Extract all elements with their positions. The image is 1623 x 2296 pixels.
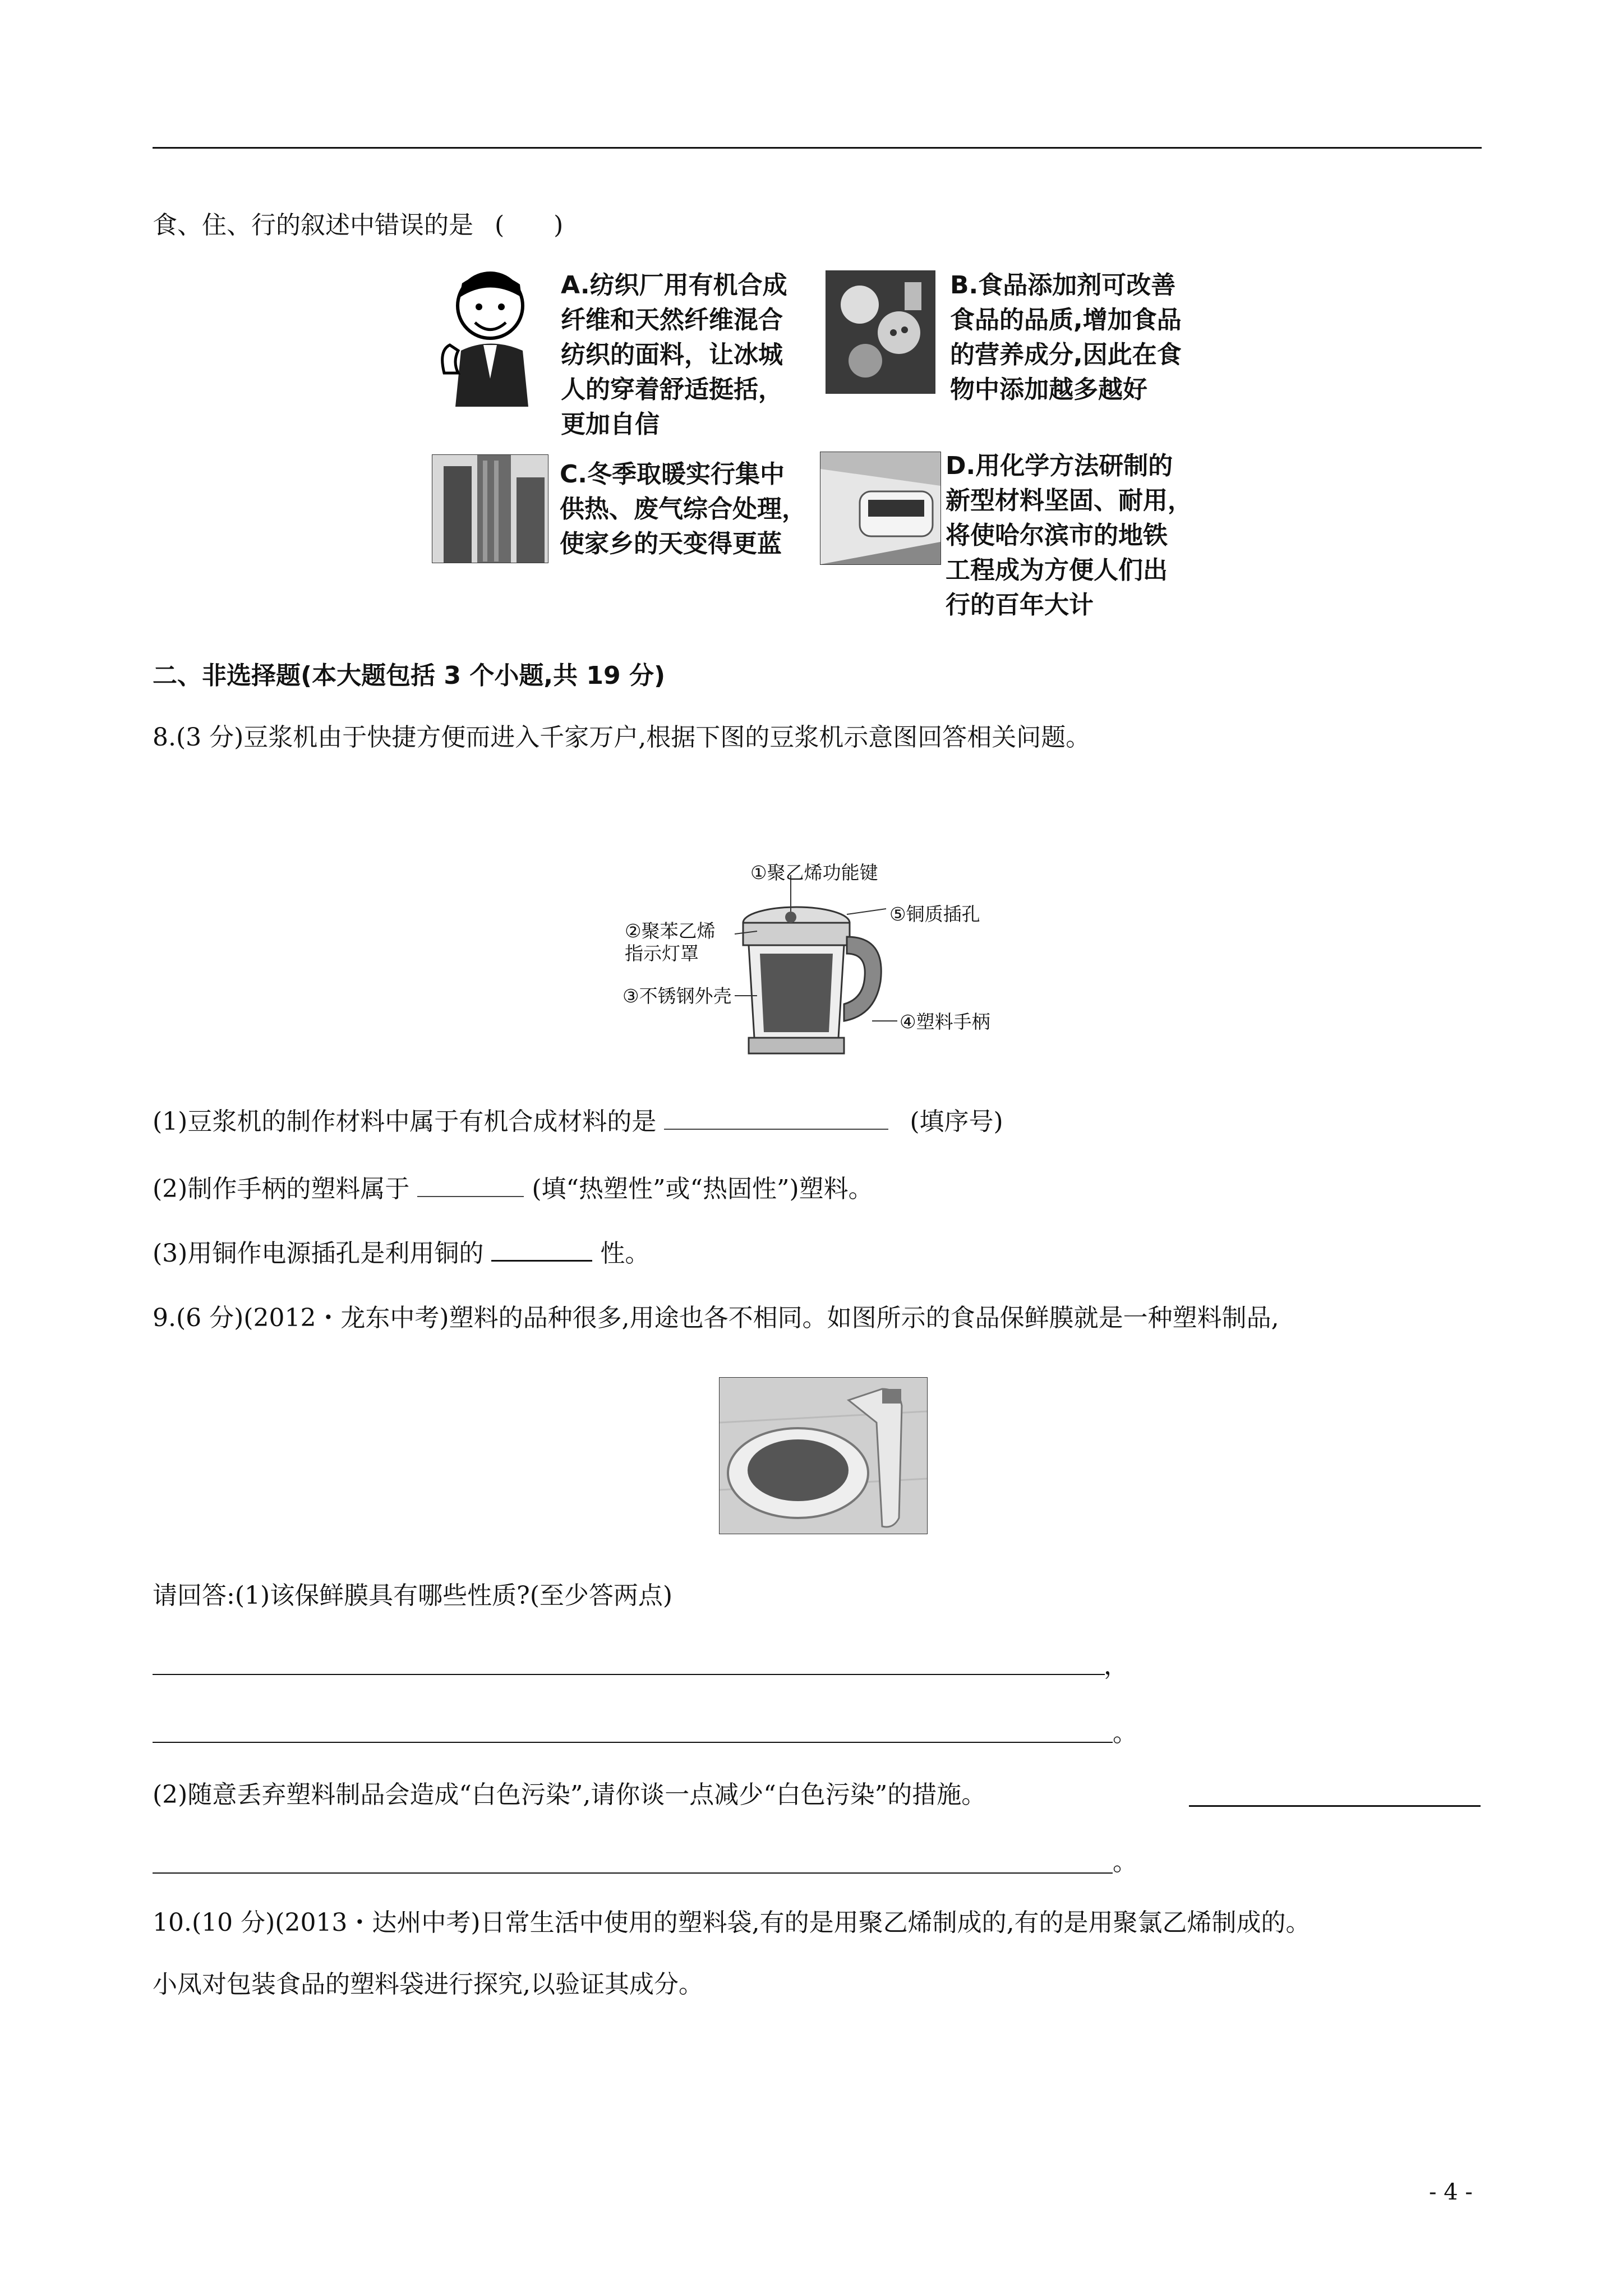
q9-period-2: 。: [1113, 1848, 1137, 1876]
cartoon-man-icon: [427, 266, 551, 408]
label-4: ④塑料手柄: [900, 1011, 990, 1033]
q9-answer-line-4[interactable]: [153, 1872, 1113, 1874]
section2-heading: 二、非选择题(本大题包括 3 个小题,共 19 分): [153, 661, 666, 690]
option-c-image: [432, 454, 548, 563]
label-5: ⑤铜质插孔: [889, 903, 980, 925]
q9-comma: ，: [1104, 1651, 1128, 1680]
q9-stem: 9.(6 分)(2012・龙东中考)塑料的品种很多,用途也各不相同。如图所示的食品保鲜膜就是一种塑料制品,: [153, 1304, 1279, 1332]
plastic-wrap-photo: [719, 1377, 928, 1534]
option-c-text: C.冬季取暖实行集中 供热、废气综合处理， 使家乡的天变得更蓝: [560, 460, 806, 558]
q8-answer-blank-2[interactable]: [417, 1174, 524, 1197]
label-3: ③不锈钢外壳: [623, 985, 732, 1007]
q8-answer-blank-1[interactable]: [664, 1106, 888, 1130]
q8-part3-note: 性。: [600, 1239, 650, 1268]
q9-period: 。: [1113, 1719, 1137, 1747]
answer-paren: ( ): [495, 211, 564, 240]
q9-answer-line-1[interactable]: [153, 1674, 1105, 1675]
q9-part1: 请回答:(1)该保鲜膜具有哪些性质?(至少答两点): [153, 1581, 673, 1610]
q7-text: 食、住、行的叙述中错误的是: [153, 211, 473, 240]
page-number: - 4 -: [1429, 2179, 1473, 2205]
q8-answer-blank-3[interactable]: [491, 1237, 592, 1262]
q9-answer-line-3[interactable]: [1189, 1805, 1481, 1807]
option-d-image: [820, 452, 941, 565]
option-a-text: A.纺织厂用有机合成 纤维和天然纤维混合 纺织的面料，让冰城 人的穿着舒适挺括， 更加自信: [561, 271, 787, 439]
option-b-image: [826, 270, 935, 394]
q9-part2: (2)随意丢弃塑料制品会造成“白色污染”,请你谈一点减少“白色污染”的措施。: [153, 1780, 986, 1809]
q8-part2: [153, 1172, 873, 1206]
option-d-text: D.用化学方法研制的 新型材料坚固、耐用， 将使哈尔滨市的地铁 工程成为方便人们出 行的百年大计: [946, 452, 1192, 619]
q10-line1: 10.(10 分)(2013・达州中考)日常生活中使用的塑料袋,有的是用聚乙烯制成的,有的是用聚氯乙烯制成的。: [153, 1908, 1311, 1937]
subway-train-photo-icon: [820, 452, 940, 564]
option-b-text: B.食品添加剂可改善 食品的品质,增加食品 的营养成分,因此在食 物中添加越多越好: [950, 271, 1182, 404]
city-buildings-photo-icon: [432, 455, 548, 563]
q8-part3-text: (3)用铜作电源插孔是利用铜的: [153, 1239, 484, 1268]
q8-part1-text: (1)豆浆机的制作材料中属于有机合成材料的是: [153, 1107, 657, 1136]
plastic-wrap-icon: [720, 1378, 927, 1534]
food-additives-photo-icon: [826, 271, 935, 393]
option-a-image: [427, 266, 551, 408]
q8-part1-note: (填序号): [910, 1107, 1003, 1136]
header-rule: [153, 147, 1482, 149]
soymilk-machine-diagram: [623, 853, 1026, 1066]
label-2: ②聚苯乙烯 指示灯罩: [625, 920, 716, 964]
label-1: ①聚乙烯功能键: [750, 862, 878, 884]
q8-stem: 8.(3 分)豆浆机由于快捷方便而进入千家万户,根据下图的豆浆机示意图回答相关问题。: [153, 723, 1091, 752]
q8-part2-text: (2)制作手柄的塑料属于: [153, 1175, 410, 1203]
q9-answer-line-2[interactable]: [153, 1742, 1113, 1743]
q8-part3: [153, 1237, 649, 1271]
q8-part1: [153, 1105, 1003, 1139]
q7-stem: [153, 209, 563, 242]
q8-part2-note: (填“热塑性”或“热固性”)塑料。: [532, 1175, 873, 1203]
q10-line2: 小凤对包装食品的塑料袋进行探究,以验证其成分。: [153, 1970, 703, 1999]
